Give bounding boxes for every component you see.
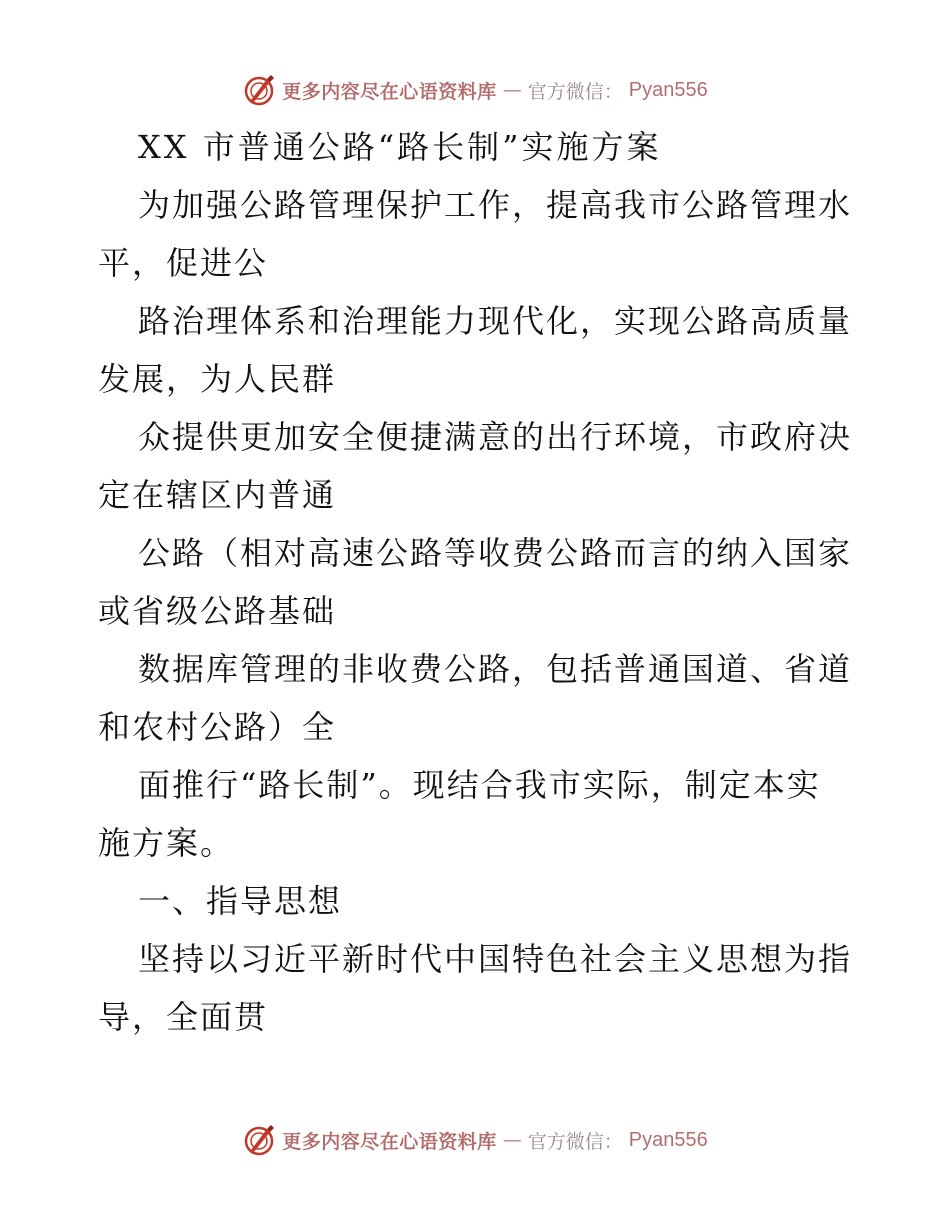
text-line: 一、指导思想 bbox=[138, 882, 343, 920]
text-line: 路治理体系和治理能力现代化，实现公路高质量 bbox=[138, 302, 853, 340]
text-line: 平，促进公 bbox=[98, 244, 269, 282]
text-line: 数据库管理的非收费公路，包括普通国道、省道 bbox=[138, 650, 853, 688]
watermark-text: 更多内容尽在心语资料库 bbox=[282, 1130, 497, 1153]
text-line: 和农村公路）全 bbox=[98, 708, 337, 746]
footer-watermark bbox=[0, 1120, 950, 1160]
watermark-account: Pyan556 bbox=[628, 78, 708, 101]
text-line: 导，全面贯 bbox=[98, 998, 269, 1036]
text-line: 面推行“路长制”。现结合我市实际，制定本实 bbox=[138, 766, 821, 804]
watermark-label: 官方微信： bbox=[527, 80, 623, 103]
header-watermark bbox=[0, 70, 950, 110]
document-paragraphs bbox=[98, 176, 853, 1046]
text-line: 或省级公路基础 bbox=[98, 592, 337, 630]
text-line: 发展，为人民群 bbox=[98, 360, 337, 398]
text-line: 定在辖区内普通 bbox=[98, 476, 337, 514]
watermark-label: 官方微信： bbox=[527, 1130, 623, 1153]
text-line: 众提供更加安全便捷满意的出行环境，市政府决 bbox=[138, 418, 853, 456]
pen-logo-icon bbox=[242, 1123, 276, 1157]
text-line: 施方案。 bbox=[98, 824, 235, 862]
document-body bbox=[98, 118, 853, 1046]
text-line: 公路（相对高速公路等收费公路而言的纳入国家 bbox=[138, 534, 853, 572]
watermark-account: Pyan556 bbox=[628, 1128, 708, 1151]
watermark-separator: — bbox=[502, 79, 522, 101]
watermark-separator: — bbox=[502, 1129, 522, 1151]
watermark-text: 更多内容尽在心语资料库 bbox=[282, 80, 497, 103]
pen-logo-icon bbox=[242, 73, 276, 107]
text-line: 坚持以习近平新时代中国特色社会主义思想为指 bbox=[138, 940, 853, 978]
text-line: 为加强公路管理保护工作，提高我市公路管理水 bbox=[138, 186, 853, 224]
document-title: XX 市普通公路“路长制”实施方案 bbox=[138, 128, 662, 166]
